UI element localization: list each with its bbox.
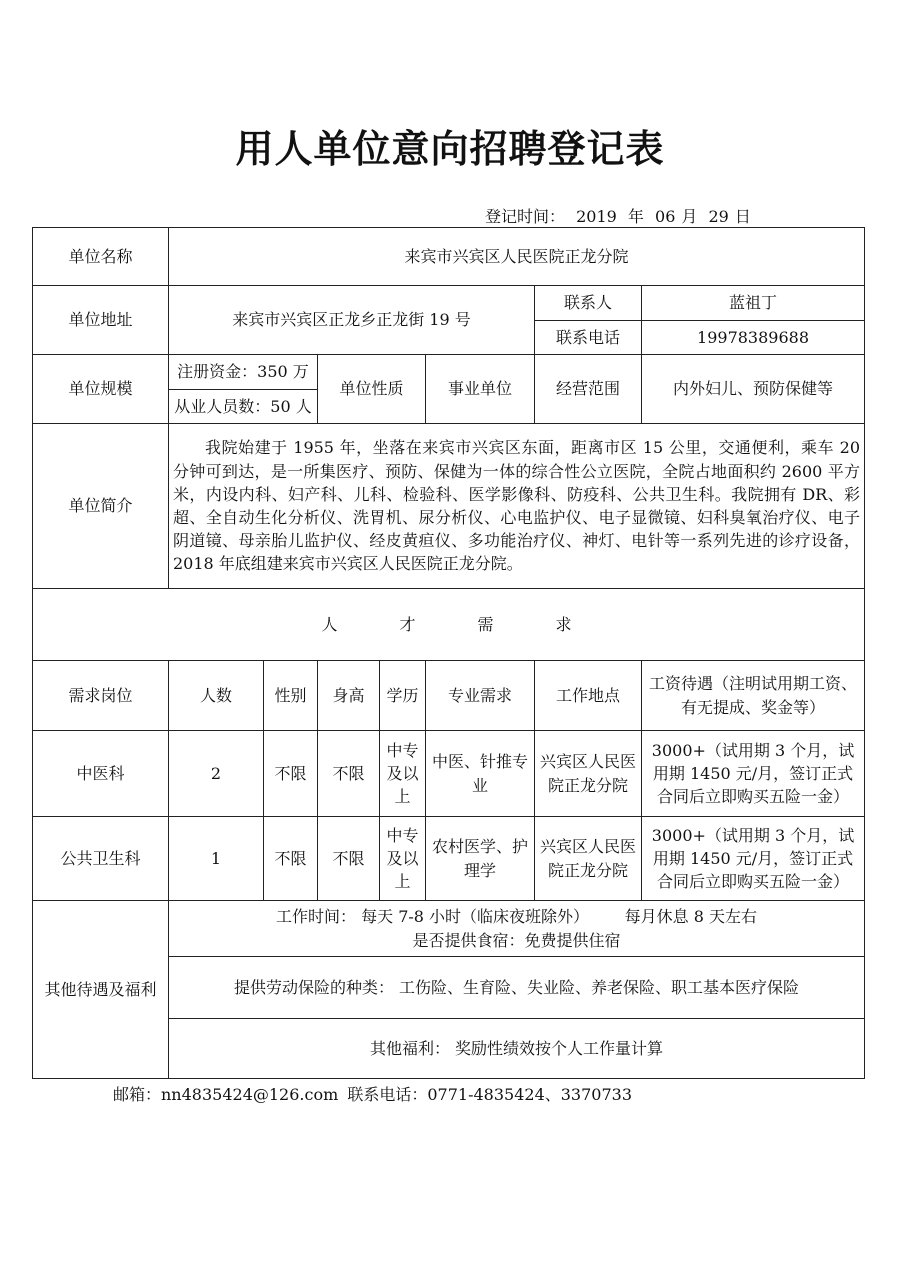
- talent-row: [33, 817, 865, 901]
- business-scope: 内外妇儿、预防保健等: [642, 355, 865, 424]
- unit-intro-text: 我院始建于 1955 年，坐落在来宾市兴宾区东面，距离市区 15 公里，交通便利，乘车 20 分钟可到达，是一所集医疗、预防、保健为一体的综合性公立医院，全院占地面积约 2600 平方米，内设内科、妇产科、儿科、检验科、医学影像科、防疫科、公共卫生科。我院拥有 DR、彩超、全自动生化分析仪、洗胃机、尿分析仪、心电监护仪、电子显微镜、妇科臭氧治疗仪、电子阴道镜、母亲胎儿监护仪、经皮黄疸仪、多功能治疗仪、神灯、电针等一系列先进的诊疗设备，2018 年底组建来宾市兴宾区人民医院正龙分院。: [173, 438, 861, 574]
- other-benefits: 其他福利： 奖励性绩效按个人工作量计算: [169, 1019, 865, 1079]
- footer-email: 邮箱：nn4835424@126.com: [113, 1085, 339, 1104]
- registered-capital: 注册资金：350 万: [169, 355, 318, 390]
- unit-intro: [169, 424, 865, 589]
- section-char: 求: [555, 614, 576, 634]
- welfare-label: 其他待遇及福利: [33, 901, 169, 1079]
- work-time: 工作时间： 每天 7-8 小时（临床夜班除外）: [276, 907, 590, 927]
- reg-day: 29: [708, 207, 729, 226]
- insurance-types: 提供劳动保险的种类： 工伤险、生育险、失业险、养老保险、职工基本医疗保险: [169, 957, 865, 1019]
- work-place: 兴宾区人民医院正龙分院: [535, 817, 642, 901]
- reg-month: 06: [655, 207, 676, 226]
- reg-month-unit: 月: [681, 207, 698, 226]
- board-info: 是否提供食宿：免费提供住宿: [412, 930, 621, 950]
- reg-date-label: 登记时间：: [485, 207, 566, 226]
- post-count: 2: [169, 731, 264, 817]
- registration-date: [485, 204, 757, 227]
- salary: 3000+（试用期 3 个月，试用期 1450 元/月，签订正式合同后立即购买五险一金）: [642, 817, 865, 901]
- unit-address-label: 单位地址: [33, 286, 169, 355]
- unit-scale-label: 单位规模: [33, 355, 169, 424]
- unit-nature-label: 单位性质: [318, 355, 426, 424]
- col-header: 专业需求: [426, 661, 535, 731]
- unit-intro-label: 单位简介: [33, 424, 169, 589]
- col-header: 工资待遇（注明试用期工资、有无提成、奖金等）: [642, 661, 865, 731]
- page-title: 用人单位意向招聘登记表: [235, 127, 665, 171]
- post-name: 公共卫生科: [33, 817, 169, 901]
- unit-name: 来宾市兴宾区人民医院正龙分院: [169, 228, 865, 286]
- major-req: 中医、针推专业: [426, 731, 535, 817]
- reg-day-unit: 日: [734, 207, 751, 226]
- col-header: 学历: [380, 661, 426, 731]
- height-req: 不限: [318, 731, 380, 817]
- col-header: 性别: [264, 661, 318, 731]
- gender-req: 不限: [264, 817, 318, 901]
- work-place: 兴宾区人民医院正龙分院: [535, 731, 642, 817]
- talent-row: [33, 731, 865, 817]
- section-char: 人: [321, 614, 342, 634]
- height-req: 不限: [318, 817, 380, 901]
- post-count: 1: [169, 817, 264, 901]
- post-name: 中医科: [33, 731, 169, 817]
- unit-address: 来宾市兴宾区正龙乡正龙街 19 号: [169, 286, 535, 355]
- col-header: 人数: [169, 661, 264, 731]
- work-time-cell: [169, 901, 865, 957]
- salary: 3000+（试用期 3 个月，试用期 1450 元/月，签订正式合同后立即购买五险一金）: [642, 731, 865, 817]
- registration-table: [32, 227, 865, 1079]
- reg-year: 2019: [576, 207, 617, 226]
- unit-name-label: 单位名称: [33, 228, 169, 286]
- talent-demand-heading: [33, 589, 865, 661]
- contact-label: 联系人: [535, 286, 642, 321]
- contact-name: 蓝祖丁: [642, 286, 865, 321]
- col-header: 需求岗位: [33, 661, 169, 731]
- major-req: 农村医学、护理学: [426, 817, 535, 901]
- section-char: 才: [399, 614, 420, 634]
- reg-year-unit: 年: [627, 207, 644, 226]
- unit-nature: 事业单位: [426, 355, 535, 424]
- phone-number: 19978389688: [642, 321, 865, 355]
- gender-req: 不限: [264, 731, 318, 817]
- section-char: 需: [477, 614, 498, 634]
- rest-days: 每月休息 8 天左右: [624, 907, 758, 927]
- employee-count: 从业人员数：50 人: [169, 390, 318, 424]
- col-header: 工作地点: [535, 661, 642, 731]
- col-header: 身高: [318, 661, 380, 731]
- footer-contact: [113, 1082, 636, 1105]
- business-scope-label: 经营范围: [535, 355, 642, 424]
- phone-label: 联系电话: [535, 321, 642, 355]
- education-req: 中专及以上: [380, 817, 426, 901]
- footer-phone: 联系电话：0771-4835424、3370733: [347, 1085, 633, 1104]
- education-req: 中专及以上: [380, 731, 426, 817]
- talent-header-row: [33, 661, 865, 731]
